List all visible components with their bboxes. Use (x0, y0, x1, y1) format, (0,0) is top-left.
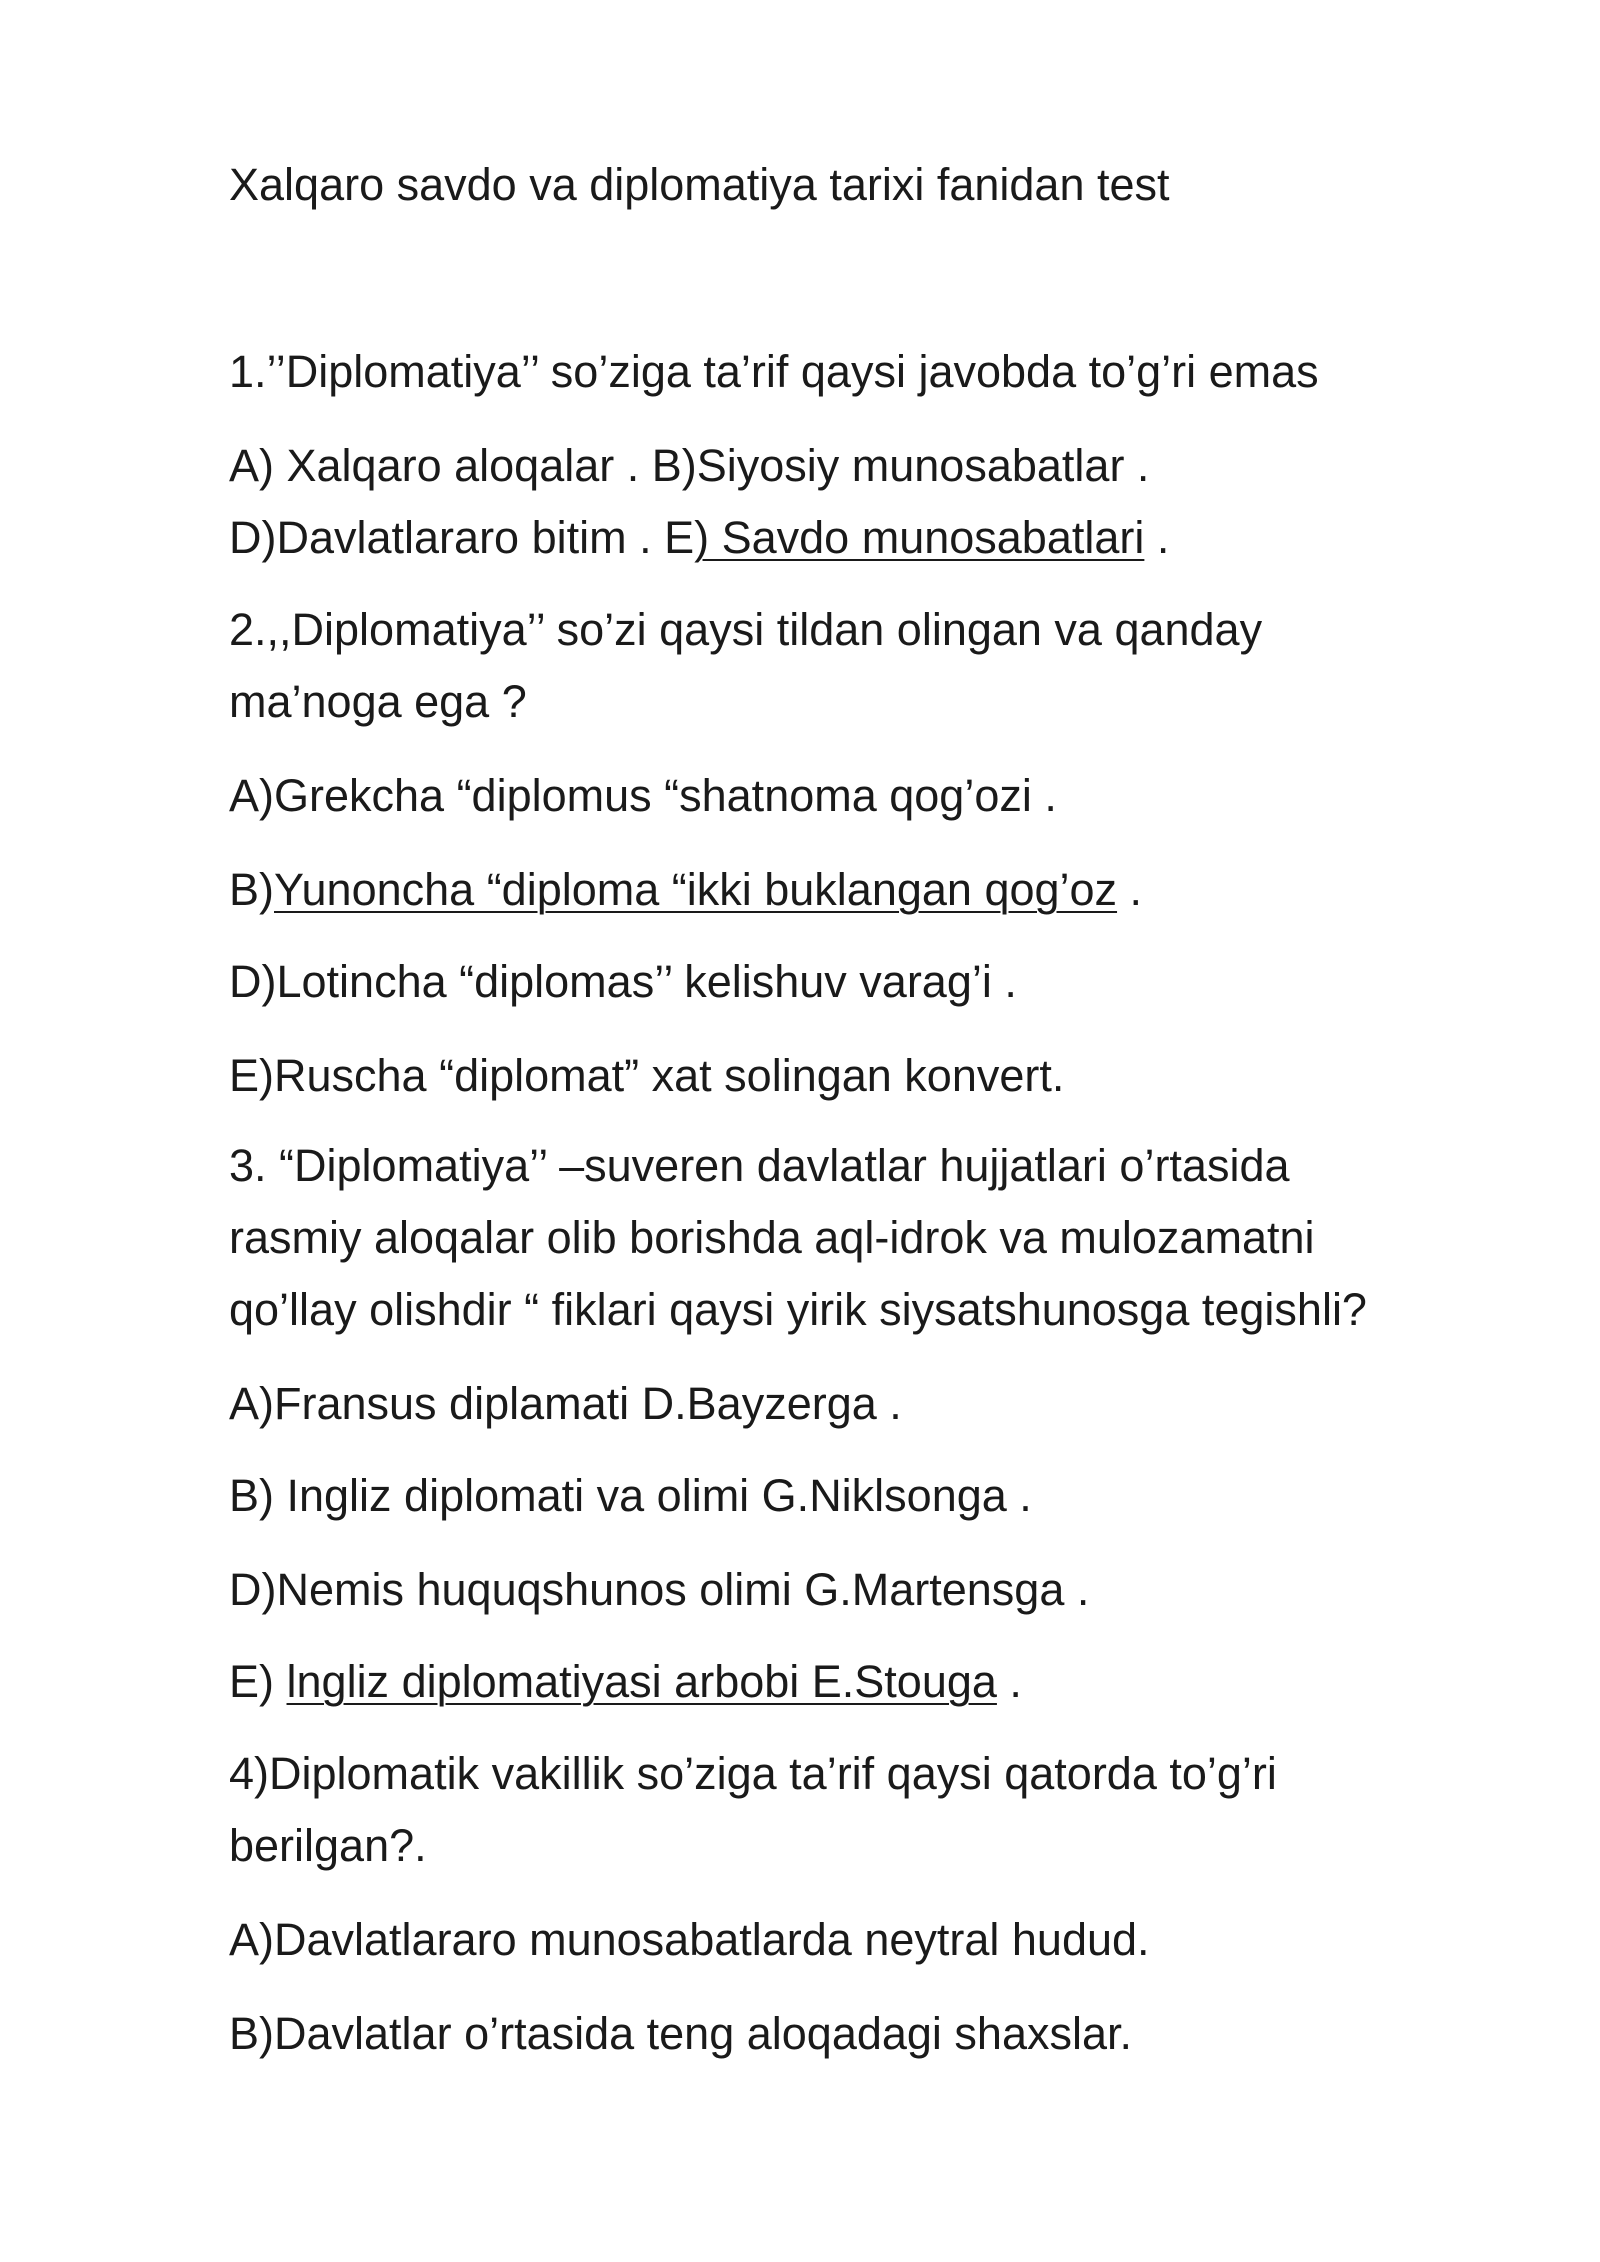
question-2-line-2: ma’noga ega ? (229, 676, 527, 727)
q2-option-a: A)Grekcha “diplomus “shatnoma qog’ozi . (229, 770, 1057, 821)
q3-option-a: A)Fransus diplamati D.Bayzerga . (229, 1378, 902, 1429)
q1-text-end: . (1144, 512, 1170, 563)
question-4-line-1: 4)Diplomatik vakillik so’ziga ta’rif qaysi qatorda to’g’ri (229, 1748, 1277, 1799)
question-3-line-1: 3. “Diplomatiya’’ –suveren davlatlar hujjatlari o’rtasida (229, 1140, 1290, 1191)
q2-option-b (229, 860, 1142, 920)
q3-option-e-end: . (996, 1656, 1022, 1707)
q1-options-line-2 (229, 508, 1169, 568)
question-3-line-3: qo’llay olishdir “ fiklari qaysi yirik siysatshunosga tegishli? (229, 1284, 1367, 1335)
q2-option-e: E)Ruscha “diplomat” xat solingan konvert. (229, 1050, 1065, 1101)
q2-option-b-letter: B) (229, 864, 274, 915)
q1-options-line-1: A) Xalqaro aloqalar . B)Siyosiy munosabatlar . (229, 440, 1150, 491)
question-2-line-1: 2.,,Diplomatiya’’ so’zi qaysi tildan olingan va qanday (229, 604, 1263, 655)
q3-option-d: D)Nemis huquqshunos olimi G.Martensga . (229, 1564, 1090, 1615)
q3-correct-answer: lngliz diplomatiyasi arbobi E.Stouga (286, 1656, 997, 1707)
q1-text: D)Davlatlararo bitim . E (229, 512, 695, 563)
q4-option-b: B)Davlatlar o’rtasida teng aloqadagi shaxslar. (229, 2008, 1133, 2059)
q4-option-a: A)Davlatlararo munosabatlarda neytral hudud. (229, 1914, 1150, 1965)
q3-option-e (229, 1652, 1022, 1712)
q2-option-b-end: . (1117, 864, 1143, 915)
question-3-line-2: rasmiy aloqalar olib borishda aql-idrok va mulozamatni (229, 1212, 1315, 1263)
q2-correct-answer: Yunoncha “diploma “ikki buklangan qog’oz (274, 864, 1118, 915)
question-1: 1.’’Diplomatiya’’ so’ziga ta’rif qaysi javobda to’g’ri emas (229, 346, 1319, 397)
q2-option-d: D)Lotincha “diplomas’’ kelishuv varag’i . (229, 956, 1017, 1007)
document-title: Xalqaro savdo va diplomatiya tarixi fanidan test (229, 159, 1170, 210)
q3-option-e-letter: E) (229, 1656, 287, 1707)
question-4-line-2: berilgan?. (229, 1820, 427, 1871)
q3-option-b: B) Ingliz diplomati va olimi G.Niklsonga . (229, 1470, 1032, 1521)
q1-correct-answer: ) Savdo munosabatlari (694, 512, 1145, 563)
